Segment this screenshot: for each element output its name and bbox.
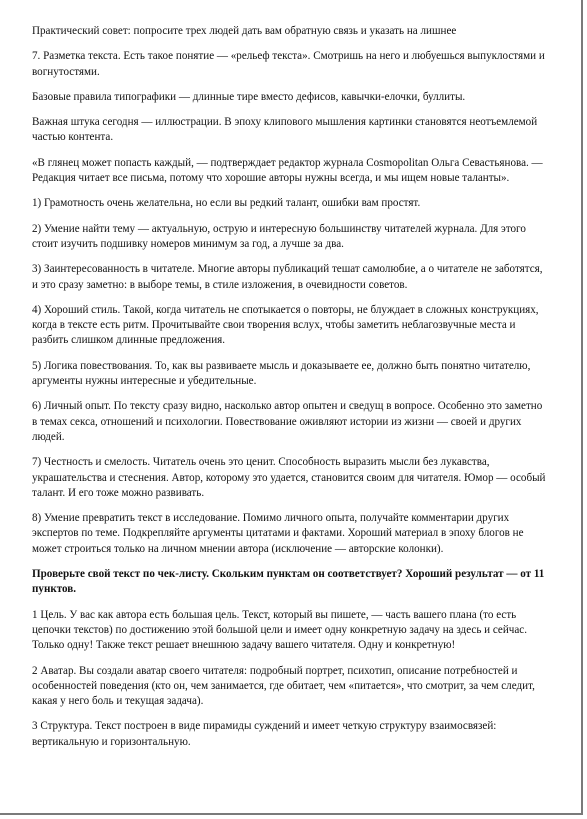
paragraph: Практический совет: попросите трех людей дать вам обратную связь и указать на лишнее	[32, 25, 457, 37]
list-item: 8) Умение превратить текст в исследование. Помимо личного опыта, получайте комментарии других экспертов по теме. Подкрепляйте аргументы цитатами и фактами. Хороший материал в эпоху блогов не может строиться только на личном мнении автора (исключение — авторские колонки).	[32, 512, 524, 555]
list-item: 5) Логика повествования. То, как вы развиваете мысль и доказываете ее, должно быть понятно читателю, аргументы нужны интересные и убедительные.	[32, 359, 531, 388]
list-item: 4) Хороший стиль. Такой, когда читатель не спотыкается о повторы, не блуждает в сложных конструкциях, когда в тексте есть ритм. Прочитывайте свои творения вслух, чтобы заметить неблагозвучные места и разбить слишком длинные предложения.	[32, 303, 539, 347]
list-item: 6) Личный опыт. По тексту сразу видно, насколько автор опытен и сведущ в вопросе. Особенно это заметно в темах секса, отношений и психологии. Повествование оживляют истории из жизни — своей и других людей.	[32, 400, 543, 443]
list-item: 1) Грамотность очень желательна, но если вы редкий талант, ошибки вам простят.	[32, 197, 421, 210]
list-item: 3) Заинтересованность в читателе. Многие авторы публикаций тешат самолюбие, а о читателе не заботятся, и это сразу заметно: в выборе темы, в стиле изложения, в очевидности советов.	[32, 263, 543, 291]
quote-paragraph: «В глянец может попасть каждый, — подтверждает редактор журнала Cosmopolitan Ольга Севастьянова. — Редакция читает все письма, потому что хорошие авторы нужны всегда, и мы ищем новые таланты».	[32, 156, 543, 185]
document-body	[32, 24, 550, 760]
paragraph: Базовые правила типографики — длинные тире вместо дефисов, кавычки-елочки, буллиты.	[32, 90, 466, 103]
paragraph: Важная штука сегодня — иллюстрации. В эпоху клипового мышления картинки становятся неотъемлемой частью контента.	[32, 116, 538, 144]
checklist-item: 2 Аватар. Вы создали аватар своего читателя: подробный портрет, психотип, описание потребностей и особенностей поведения (кто он, чем занимается, где обитает, чем «питается», что смотрит, за чем следит, какая у него боль и текущая задача).	[32, 664, 535, 708]
checklist-item: 3 Структура. Текст построен в виде пирамиды суждений и имеет четкую структуру взаимосвязей: вертикальную и горизонтальную.	[32, 720, 497, 748]
checklist-heading: Проверьте свой текст по чек-листу. Скольким пунктам он соответствует? Хороший результат — от 11 пунктов.	[32, 568, 545, 596]
paragraph: 7. Разметка текста. Есть такое понятие — «рельеф текста». Смотришь на него и любуешься выпуклостями и вогнутостями.	[32, 50, 545, 78]
checklist-item: 1 Цель. У вас как автора есть большая цель. Текст, который вы пишете, — часть вашего плана (то есть цепочки текстов) по достижению этой большой цели и имеет одну конкретную задачу на здесь и сейчас. Только одну! Также текст решает внешнюю задачу вашего читателя. Одну и конкретную!	[32, 608, 527, 652]
list-item: 7) Честность и смелость. Читатель очень это ценит. Способность выразить мысли без лукавства, украшательства и стеснения. Автор, которому это удается, становится своим для читателя. Юмор — особый талант. И его тоже можно развивать.	[32, 456, 546, 499]
list-item: 2) Умение найти тему — актуальную, острую и интересную большинству читателей журнала. Для этого стоит изучить подшивку номеров минимум за год, а лучше за два.	[32, 222, 526, 250]
